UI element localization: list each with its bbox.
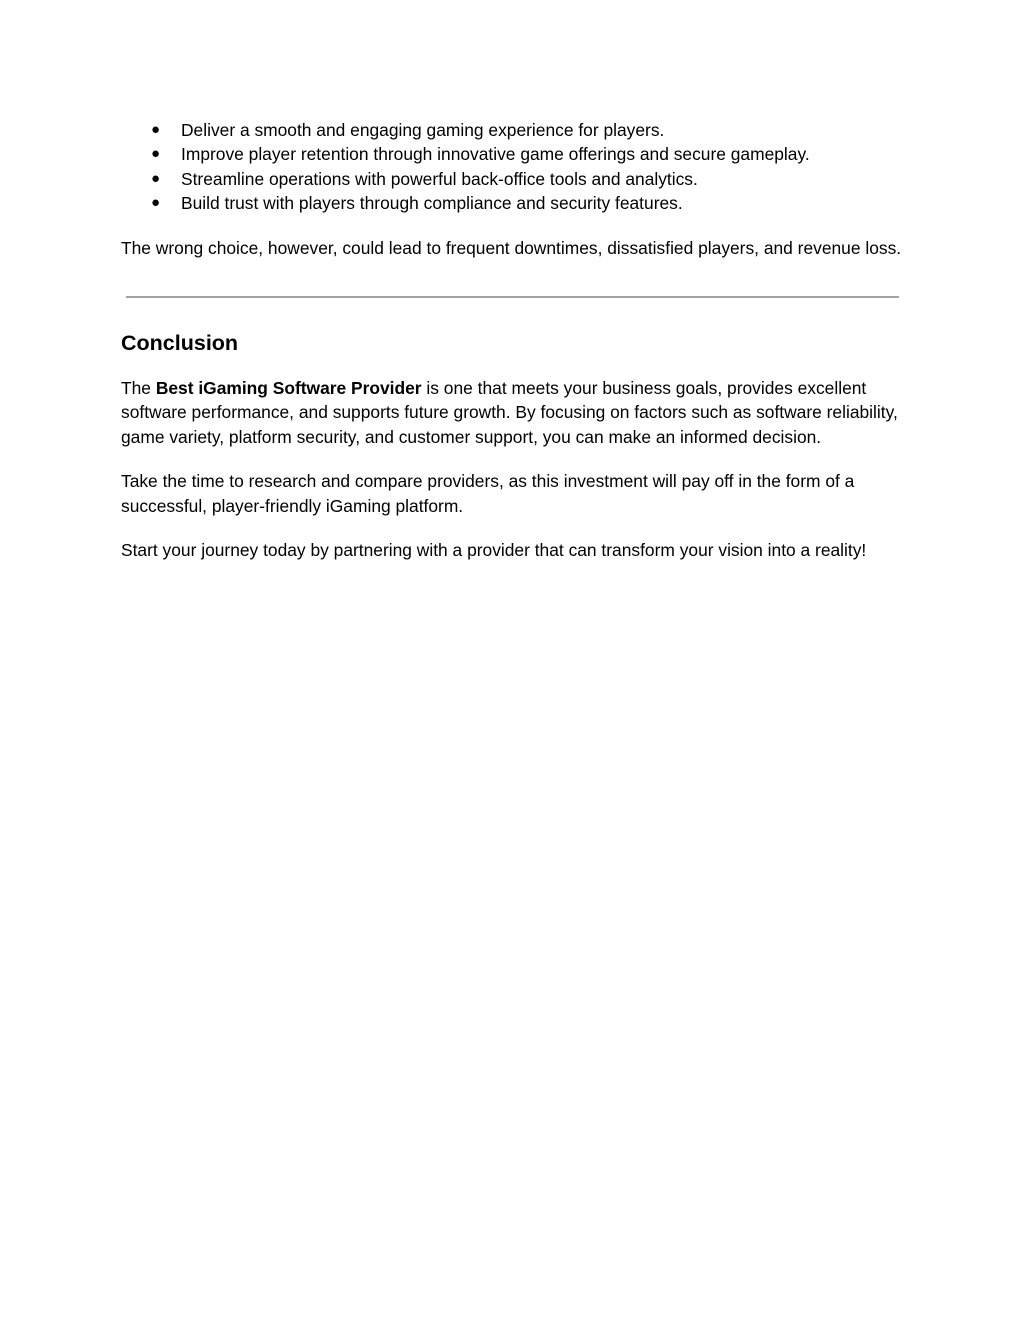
paragraph-suffix: is one that meets your business goals, provides excellent software performance, and supports future growth. By focusing on factors such as software reliability, game variety, platform security, and customer support, you can make an informed decision. <box>121 378 898 447</box>
paragraph-prefix: The <box>121 378 156 399</box>
conclusion-paragraph-2: Take the time to research and compare providers, as this investment will pay off in the form of a successful, player-friendly iGaming platform. <box>121 471 855 516</box>
conclusion-heading: Conclusion <box>121 331 239 356</box>
document-content <box>121 118 911 562</box>
list-item-text: Deliver a smooth and engaging gaming experience for players. <box>181 120 665 140</box>
conclusion-paragraph-3: Start your journey today by partnering with a provider that can transform your vision into a reality! <box>121 540 867 561</box>
benefits-bullet-list <box>121 118 911 216</box>
section-divider <box>126 296 899 298</box>
list-item-text: Streamline operations with powerful back-office tools and analytics. <box>181 168 698 189</box>
bullet-icon: ● <box>151 121 161 138</box>
list-item <box>121 118 911 142</box>
list-item <box>121 142 911 166</box>
conclusion-paragraph-1 <box>121 376 911 449</box>
bullet-icon: ● <box>151 169 161 187</box>
list-item-text: Build trust with players through compliance and security features. <box>181 193 683 214</box>
list-item <box>121 167 911 191</box>
list-item <box>121 191 911 215</box>
bold-provider-phrase: Best iGaming Software Provider <box>155 378 422 399</box>
bullet-icon: ● <box>151 194 161 212</box>
wrong-choice-paragraph: The wrong choice, however, could lead to frequent downtimes, dissatisfied players, and revenue loss. <box>121 237 902 258</box>
bullet-icon: ● <box>151 145 161 163</box>
list-item-text: Improve player retention through innovative game offerings and secure gameplay. <box>181 144 810 165</box>
